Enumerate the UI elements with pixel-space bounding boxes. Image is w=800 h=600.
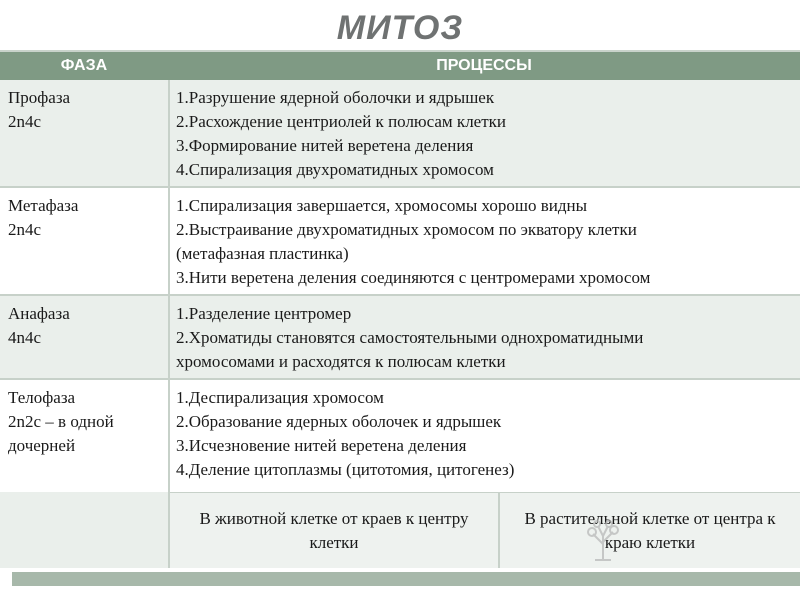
phase-name: Анафаза xyxy=(8,304,70,323)
header-phase: ФАЗА xyxy=(60,57,108,74)
phase-formula: 4n4c xyxy=(8,328,42,347)
process-line: 1.Спирализация завершается, хромосомы хорошо видны xyxy=(176,196,587,215)
process-line: (метафазная пластинка) xyxy=(176,244,349,263)
process-line: 1.Деспирализация хромосом xyxy=(176,388,384,407)
process-line: 1.Разрушение ядерной оболочки и ядрышек xyxy=(176,88,495,107)
animal-cell-division: В животной клетке от краев к центру клетки xyxy=(170,492,500,568)
phase-cell xyxy=(0,188,170,294)
phase-formula: 2n2c – в одной дочерней xyxy=(8,412,114,455)
process-line: 4.Деление цитоплазмы (цитотомия, цитогенез) xyxy=(176,460,515,479)
table-row-metaphase xyxy=(0,188,800,296)
phase-cell xyxy=(0,80,170,186)
process-line: 3.Исчезновение нитей веретена деления xyxy=(176,436,467,455)
cytokinesis-spacer xyxy=(0,492,170,568)
process-line: 2.Хроматиды становятся самостоятельными однохроматидными xyxy=(176,328,644,347)
table-header xyxy=(0,50,800,80)
process-cell xyxy=(170,296,800,378)
header-processes: ПРОЦЕССЫ xyxy=(436,57,532,74)
process-line: 2.Выстраивание двухроматидных хромосом по экватору клетки xyxy=(176,220,637,239)
cytokinesis-row xyxy=(0,492,800,568)
process-cell xyxy=(170,188,800,294)
phase-name: Телофаза xyxy=(8,388,76,407)
phase-cell xyxy=(0,380,170,492)
phase-name: Профаза xyxy=(8,88,71,107)
table-row-telophase xyxy=(0,380,800,492)
mitosis-table xyxy=(0,50,800,568)
phase-formula: 2n4c xyxy=(8,112,42,131)
process-line: 3.Формирование нитей веретена деления xyxy=(176,136,474,155)
footer-bar xyxy=(12,572,800,586)
phase-formula: 2n4c xyxy=(8,220,42,239)
process-cell xyxy=(170,80,800,186)
page-title: МИТОЗ xyxy=(336,9,464,47)
process-line: 4.Спирализация двухроматидных хромосом xyxy=(176,160,494,179)
table-row-prophase xyxy=(0,80,800,188)
process-cell xyxy=(170,380,800,492)
tree-logo-icon xyxy=(580,516,626,562)
table-row-anaphase xyxy=(0,296,800,380)
plant-cell-division: В растительной клетке от центра к краю клетки xyxy=(500,492,800,568)
process-line: хромосомами и расходятся к полюсам клетки xyxy=(176,352,506,371)
phase-cell xyxy=(0,296,170,378)
phase-name: Метафаза xyxy=(8,196,79,215)
process-line: 2.Расхождение центриолей к полюсам клетки xyxy=(176,112,507,131)
process-line: 3.Нити веретена деления соединяются с центромерами хромосом xyxy=(176,268,651,287)
process-line: 2.Образование ядерных оболочек и ядрышек xyxy=(176,412,502,431)
process-line: 1.Разделение центромер xyxy=(176,304,352,323)
